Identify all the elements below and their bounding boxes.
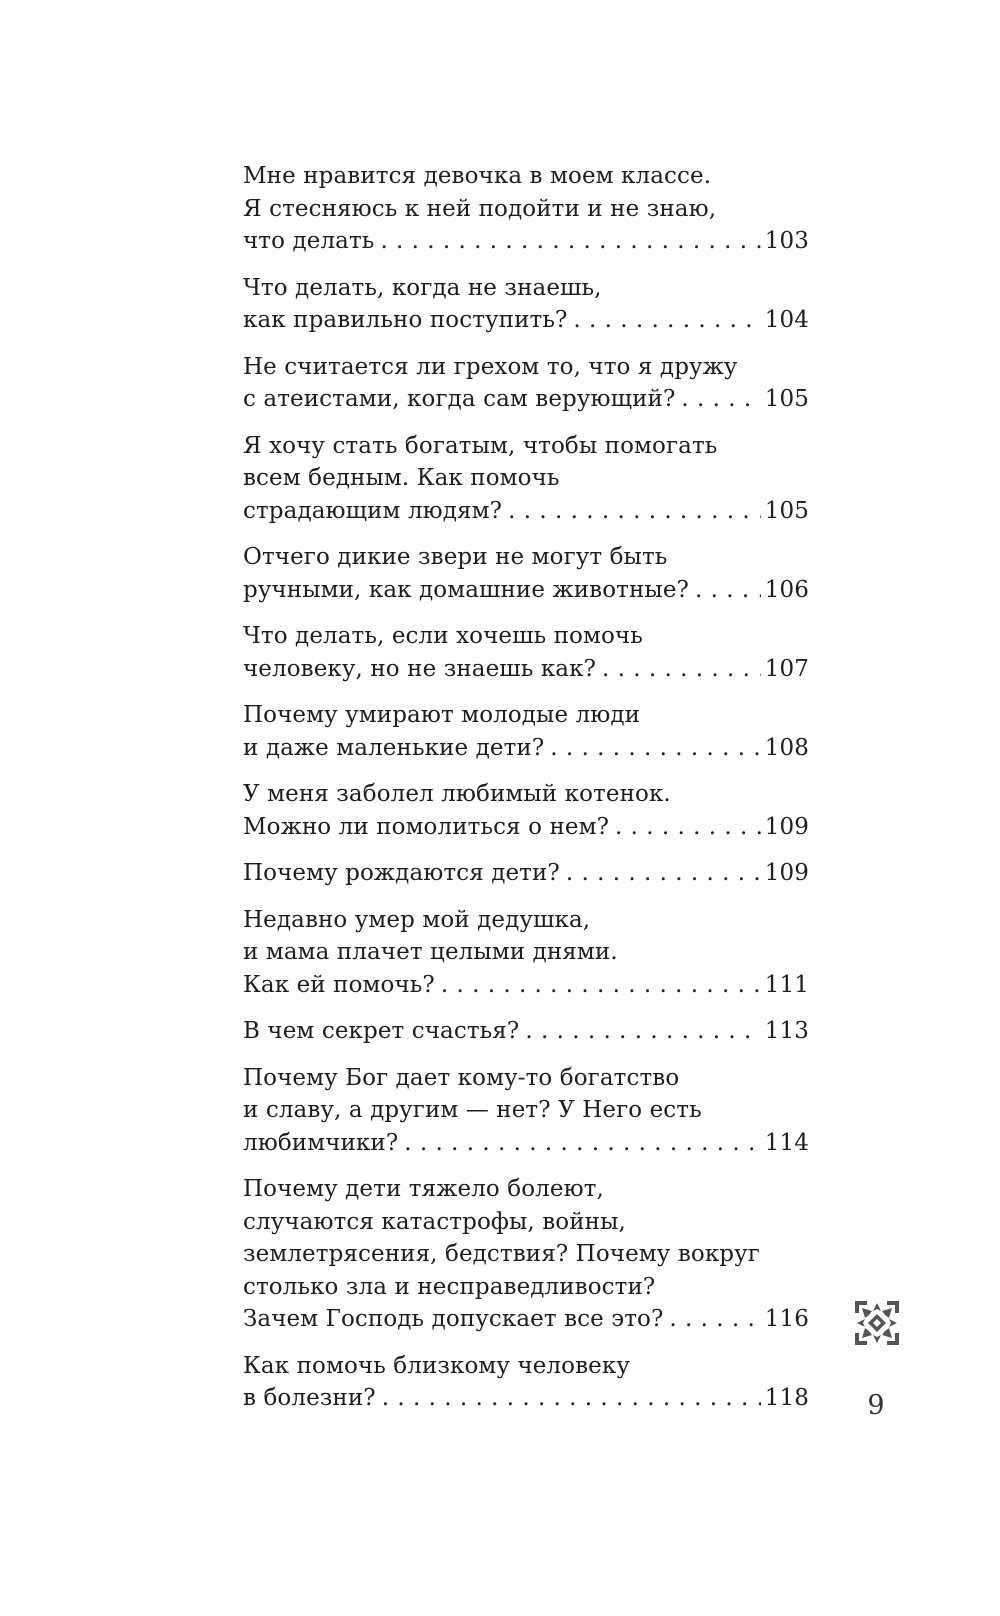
toc-entry-title-line: ручными, как домашние животные? <box>243 576 689 603</box>
dot-leader <box>681 383 760 416</box>
toc-entry-title-line: в болезни? <box>243 1385 376 1411</box>
toc-entry-title-line: Как помочь близкому человеку <box>243 1352 630 1379</box>
toc-entry-final-line <box>243 653 809 686</box>
toc-entry-title-line: случаются катастрофы, войны, <box>243 1208 626 1235</box>
toc-entry-title-line: Что делать, когда не знаешь, <box>243 274 602 301</box>
toc-entry[interactable] <box>243 160 809 258</box>
toc-entry-final-line <box>243 811 809 844</box>
dot-leader <box>602 653 761 686</box>
toc-entry-title-line: любимчики? <box>243 1129 399 1156</box>
toc-entry[interactable] <box>243 1350 809 1415</box>
toc-entry[interactable] <box>243 778 809 843</box>
toc-page-number: 109 <box>764 860 809 886</box>
toc-entry-title-line: Я хочу стать богатым, чтобы помогать <box>243 432 718 459</box>
dot-leader <box>525 1015 760 1048</box>
toc-entry[interactable] <box>243 1173 809 1336</box>
toc-entry-title-line: столько зла и несправедливости? <box>243 1273 656 1300</box>
toc-entry-title-line: Отчего дикие звери не могут быть <box>243 544 668 570</box>
toc-page-number: 106 <box>764 576 809 603</box>
dot-leader <box>550 732 761 765</box>
toc-entry-final-line <box>243 1303 809 1336</box>
toc-entry-title-line: с атеистами, когда сам верующий? <box>243 386 676 412</box>
toc-page-number: 107 <box>764 655 809 682</box>
toc-entry-title-line: В чем секрет счастья? <box>243 1018 520 1044</box>
toc-entry-title-line: Можно ли помолиться о нем? <box>243 813 610 840</box>
toc-entry-title-line: Что делать, если хочешь помочь <box>243 623 643 649</box>
toc-entry[interactable] <box>243 430 809 528</box>
toc-entry-title-line: Почему Бог дает кому-то богатство <box>243 1064 680 1091</box>
dot-leader <box>380 225 760 258</box>
toc-entry[interactable] <box>243 699 809 764</box>
toc-entry-title-line: У меня заболел любимый котенок. <box>243 781 671 807</box>
toc-page-number: 103 <box>764 228 809 254</box>
toc-entry[interactable] <box>243 541 809 606</box>
dot-leader <box>566 857 761 890</box>
toc-entry[interactable] <box>243 351 809 416</box>
toc-page-number: 113 <box>764 1018 809 1044</box>
toc-entry-title-line: и славу, а другим — нет? У Него есть <box>243 1097 702 1123</box>
toc-entry-title-line: Почему умирают молодые люди <box>243 702 641 728</box>
toc-entry-title-line: Мне нравится девочка в моем классе. <box>243 163 712 189</box>
toc-page-number: 108 <box>764 734 809 761</box>
dot-leader <box>441 969 761 1002</box>
dot-leader <box>695 574 761 607</box>
toc-entry-final-line <box>243 383 809 416</box>
toc-page-number: 109 <box>764 813 809 840</box>
toc-entry-final-line <box>243 857 809 890</box>
dot-leader <box>615 811 761 844</box>
toc-entry-title-line: и мама плачет целыми днями. <box>243 939 618 965</box>
toc-entry[interactable] <box>243 904 809 1002</box>
toc-entry-final-line <box>243 732 809 765</box>
floral-ornament-icon <box>853 1299 901 1347</box>
dot-leader <box>669 1303 760 1336</box>
toc-entry-final-line <box>243 1382 809 1415</box>
toc-entry-title-line: и даже маленькие дети? <box>243 734 545 761</box>
toc-page-number: 114 <box>764 1129 809 1156</box>
toc-entry[interactable] <box>243 1015 809 1048</box>
toc-entry-final-line <box>243 225 809 258</box>
toc-entry-title-line: человеку, но не знаешь как? <box>243 655 597 682</box>
toc-page-number: 105 <box>764 497 809 524</box>
toc-entry-title-line: Я стесняюсь к ней подойти и не знаю, <box>243 195 717 222</box>
toc-entry[interactable] <box>243 272 809 337</box>
toc-entry-title-line: Недавно умер мой дедушка, <box>243 906 591 933</box>
toc-entry-final-line <box>243 574 809 607</box>
toc-entry-title-line: Почему дети тяжело болеют, <box>243 1176 604 1202</box>
toc-entry[interactable] <box>243 620 809 685</box>
toc-entry-title-line: как правильно поступить? <box>243 307 568 333</box>
toc-entry[interactable] <box>243 1062 809 1160</box>
toc-entry-title-line: Почему рождаются дети? <box>243 860 560 886</box>
toc-entry-title-line: Не считается ли грехом то, что я дружу <box>243 353 738 380</box>
toc-entry-final-line <box>243 1127 809 1160</box>
table-of-contents <box>243 160 809 1429</box>
toc-entry-title-line: страдающим людям? <box>243 497 503 524</box>
toc-entry-final-line <box>243 969 809 1002</box>
toc-entry-title-line: землетрясения, бедствия? Почему вокруг <box>243 1241 760 1267</box>
toc-entry-title-line: всем бедным. Как помочь <box>243 465 560 491</box>
page-number: 9 <box>867 1390 885 1421</box>
dot-leader <box>508 495 761 528</box>
toc-page-number: 104 <box>764 307 809 333</box>
toc-entry-title-line: что делать <box>243 228 375 254</box>
toc-entry-final-line <box>243 304 809 337</box>
dot-leader <box>404 1127 761 1160</box>
toc-entry-final-line <box>243 495 809 528</box>
toc-entry-title-line: Как ей помочь? <box>243 971 435 998</box>
dot-leader <box>382 1382 761 1415</box>
dot-leader <box>573 304 760 337</box>
toc-page-number: 116 <box>764 1306 809 1332</box>
toc-entry-title-line: Зачем Господь допускает все это? <box>243 1306 664 1332</box>
toc-entry[interactable] <box>243 857 809 890</box>
toc-page-number: 105 <box>764 386 809 412</box>
toc-page-number: 111 <box>764 971 809 998</box>
toc-entry-final-line <box>243 1015 809 1048</box>
toc-page-number: 118 <box>764 1385 809 1411</box>
